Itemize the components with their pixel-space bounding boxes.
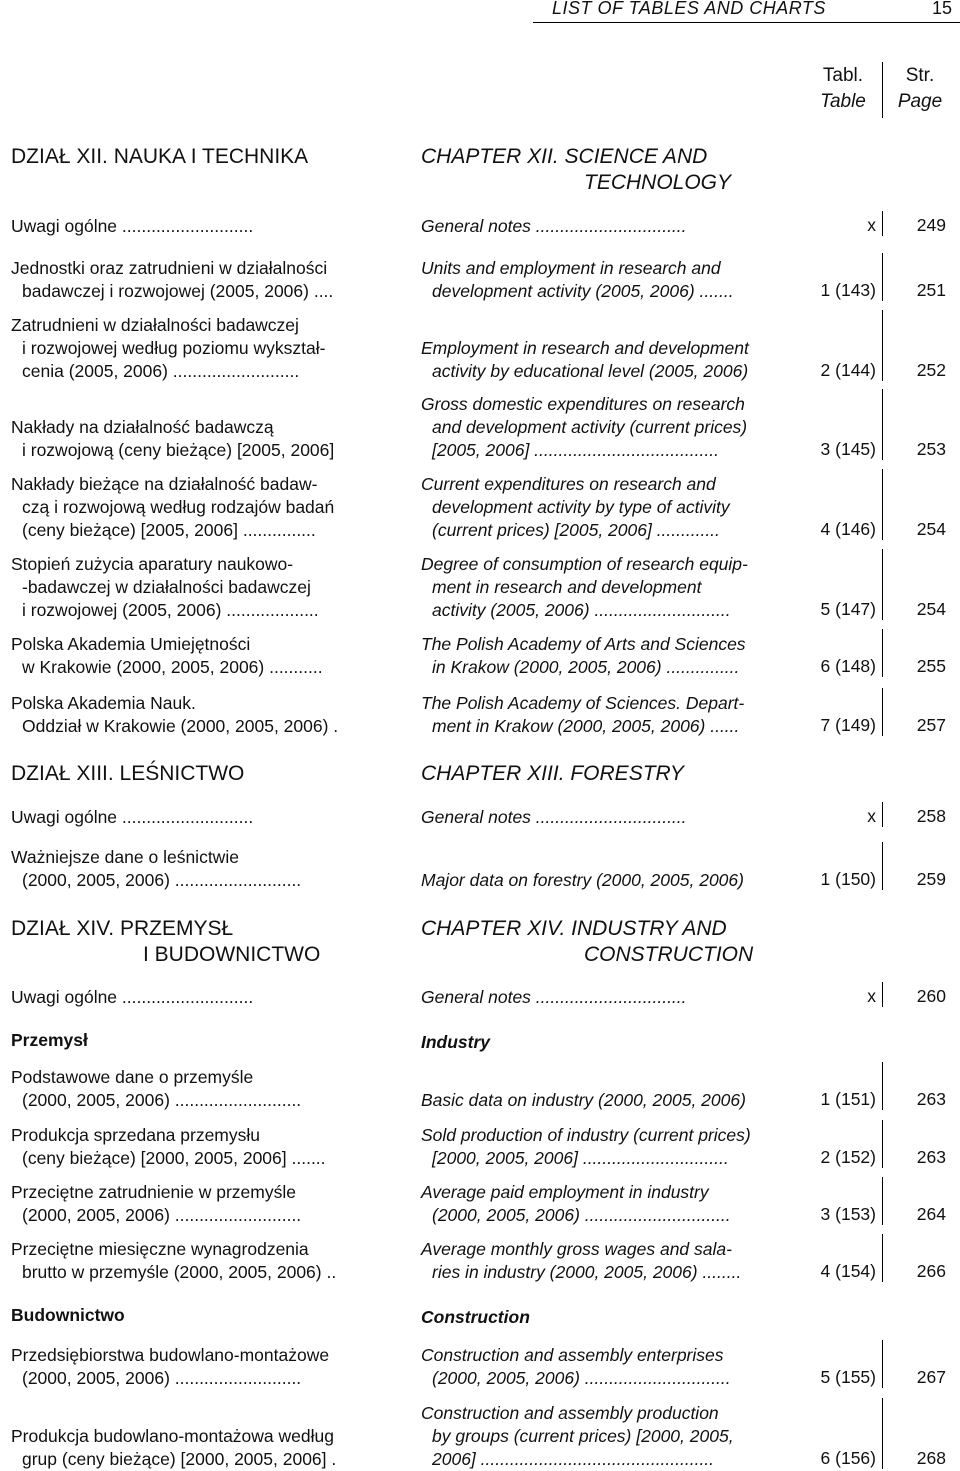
page-ref: 259 <box>916 869 946 889</box>
entry-title-pl: (ceny bieżące) [2005, 2006] ............... <box>22 520 316 540</box>
column-divider <box>882 842 883 890</box>
entry-title-pl: -badawczej w działalności badawczej <box>22 577 311 597</box>
table-number: 5 (147) <box>820 599 876 619</box>
table-number: 3 (153) <box>820 1204 876 1224</box>
table-number: 6 (148) <box>820 656 876 676</box>
column-divider <box>882 629 883 677</box>
entry-title-pl: Uwagi ogólne ........................... <box>11 807 254 827</box>
entry-title-en: [2005, 2006] ...................................... <box>432 440 719 460</box>
column-divider <box>882 1062 883 1110</box>
entry-title-en: Sold production of industry (current prices) <box>421 1125 751 1145</box>
page-ref: 254 <box>916 519 946 539</box>
entry-title-en: Construction and assembly production <box>421 1403 719 1423</box>
page-ref: 254 <box>916 599 946 619</box>
entry-title-pl: Podstawowe dane o przemyśle <box>11 1067 254 1087</box>
entry-title-pl: brutto w przemyśle (2000, 2005, 2006) .. <box>22 1262 337 1282</box>
entry-title-pl: Jednostki oraz zatrudnieni w działalności <box>11 258 328 278</box>
chapter-heading-en: CHAPTER XIV. INDUSTRY AND <box>421 917 727 940</box>
page-column-label-pl: Str. <box>905 65 935 86</box>
table-number: 6 (156) <box>820 1448 876 1468</box>
entry-title-pl: i rozwojowej (2005, 2006) ................... <box>22 600 319 620</box>
column-divider <box>882 1234 883 1282</box>
entry-title-pl: Nakłady bieżące na działalność badaw- <box>11 474 318 494</box>
page-ref: 267 <box>916 1367 946 1387</box>
entry-title-pl: Przeciętne zatrudnienie w przemyśle <box>11 1182 296 1202</box>
entry-title-en: Degree of consumption of research equip- <box>421 554 748 574</box>
table-column-label-pl: Tabl. <box>822 65 864 86</box>
entry-title-pl: (ceny bieżące) [2000, 2005, 2006] ....... <box>22 1148 326 1168</box>
section-heading-en: Construction <box>421 1307 530 1327</box>
table-number: 2 (152) <box>820 1147 876 1167</box>
header-rule <box>533 22 960 23</box>
column-divider <box>882 389 883 460</box>
chapter-heading-pl: DZIAŁ XII. NAUKA I TECHNIKA <box>11 145 309 168</box>
running-header <box>0 0 960 22</box>
column-divider <box>882 1120 883 1168</box>
entry-title-en: and development activity (current prices) <box>432 417 748 437</box>
table-number: 1 (151) <box>820 1089 876 1109</box>
page-number: 15 <box>932 0 953 18</box>
column-divider <box>882 982 883 1007</box>
entry-title-pl: Polska Akademia Umiejętności <box>11 634 251 654</box>
entry-title-pl: Uwagi ogólne ........................... <box>11 987 254 1007</box>
page-ref: 251 <box>916 280 946 300</box>
entry-title-en: (2000, 2005, 2006) .............................. <box>432 1368 731 1388</box>
entry-title-en: (current prices) [2005, 2006] ............. <box>432 520 720 540</box>
table-number: x <box>867 986 876 1006</box>
column-divider <box>882 549 883 620</box>
entry-title-pl: i rozwojową (ceny bieżące) [2005, 2006] <box>22 440 335 460</box>
entry-title-en: by groups (current prices) [2000, 2005, <box>432 1426 734 1446</box>
entry-title-pl: (2000, 2005, 2006) .......................... <box>22 870 302 890</box>
entry-title-pl: w Krakowie (2000, 2005, 2006) ........... <box>22 657 323 677</box>
entry-title-pl: grup (ceny bieżące) [2000, 2005, 2006] . <box>22 1449 337 1469</box>
table-number: 2 (144) <box>820 360 876 380</box>
entry-title-pl: Przedsiębiorstwa budowlano-montażowe <box>11 1345 330 1365</box>
table-number: 5 (155) <box>820 1367 876 1387</box>
entry-title-pl: (2000, 2005, 2006) .......................... <box>22 1090 302 1110</box>
column-divider <box>882 211 883 236</box>
entry-title-en: Construction and assembly enterprises <box>421 1345 724 1365</box>
entry-title-en: General notes ............................... <box>421 987 687 1007</box>
column-divider <box>882 688 883 736</box>
entry-title-en: General notes ............................... <box>421 807 687 827</box>
column-divider <box>882 62 883 118</box>
page-ref: 264 <box>916 1204 946 1224</box>
column-divider <box>882 1398 883 1469</box>
entry-title-pl: Uwagi ogólne ........................... <box>11 216 254 236</box>
page-ref: 255 <box>916 656 946 676</box>
page-column-header <box>887 63 953 115</box>
chapter-heading-en: TECHNOLOGY <box>584 171 732 194</box>
page-ref: 258 <box>916 806 946 826</box>
chapter-heading-en: CONSTRUCTION <box>584 943 754 966</box>
entry-title-en: Gross domestic expenditures on research <box>421 394 745 414</box>
table-column-label-en: Table <box>820 91 866 112</box>
entry-title-en: The Polish Academy of Arts and Sciences <box>421 634 746 654</box>
page-ref: 263 <box>916 1089 946 1109</box>
entry-title-en: development activity by type of activity <box>432 497 730 517</box>
entry-title-pl: Ważniejsze dane o leśnictwie <box>11 847 239 867</box>
table-number: 1 (150) <box>820 869 876 889</box>
entry-title-en: ment in Krakow (2000, 2005, 2006) ...... <box>432 716 740 736</box>
column-divider <box>882 310 883 381</box>
entry-title-en: Average monthly gross wages and sala- <box>421 1239 732 1259</box>
section-heading-en: Industry <box>421 1032 491 1052</box>
entry-title-pl: Stopień zużycia aparatury naukowo- <box>11 554 294 574</box>
entry-title-pl: Polska Akademia Nauk. <box>11 693 196 713</box>
table-number: 7 (149) <box>820 715 876 735</box>
column-divider <box>882 469 883 540</box>
entry-title-pl: cenia (2005, 2006) .......................... <box>22 361 300 381</box>
table-number: 3 (145) <box>820 439 876 459</box>
entry-title-en: Average paid employment in industry <box>421 1182 709 1202</box>
page-ref: 260 <box>916 986 946 1006</box>
entry-title-pl: Produkcja budowlano-montażowa według <box>11 1426 334 1446</box>
entry-title-en: Units and employment in research and <box>421 258 721 278</box>
chapter-heading-en: CHAPTER XIII. FORESTRY <box>421 762 684 785</box>
entry-title-en: The Polish Academy of Sciences. Depart- <box>421 693 745 713</box>
section-heading-pl: Przemysł <box>11 1030 88 1050</box>
entry-title-en: development activity (2005, 2006) ....... <box>432 281 734 301</box>
entry-title-pl: Produkcja sprzedana przemysłu <box>11 1125 261 1145</box>
column-divider <box>882 802 883 827</box>
page-ref: 266 <box>916 1261 946 1281</box>
page-ref: 263 <box>916 1147 946 1167</box>
entry-title-en: Employment in research and development <box>421 338 749 358</box>
entry-title-pl: (2000, 2005, 2006) .......................... <box>22 1368 302 1388</box>
chapter-heading-pl: I BUDOWNICTWO <box>143 943 321 966</box>
table-number: x <box>867 806 876 826</box>
entry-title-pl: Oddział w Krakowie (2000, 2005, 2006) . <box>22 716 339 736</box>
entry-title-pl: Zatrudnieni w działalności badawczej <box>11 315 299 335</box>
entry-title-en: ries in industry (2000, 2005, 2006) ........ <box>432 1262 742 1282</box>
entry-title-en: ment in research and development <box>432 577 702 597</box>
table-column-header <box>808 63 878 115</box>
running-header-title: LIST OF TABLES AND CHARTS <box>552 0 826 18</box>
entry-title-pl: Nakłady na działalność badawczą <box>11 417 274 437</box>
entry-title-en: in Krakow (2000, 2005, 2006) ............... <box>432 657 740 677</box>
entry-title-pl: Przeciętne miesięczne wynagrodzenia <box>11 1239 309 1259</box>
chapter-heading-pl: DZIAŁ XIV. PRZEMYSŁ <box>11 917 234 940</box>
page-ref: 268 <box>916 1448 946 1468</box>
chapter-heading-en: CHAPTER XII. SCIENCE AND <box>421 145 708 168</box>
entry-title-en: (2000, 2005, 2006) .............................. <box>432 1205 731 1225</box>
table-number: 4 (154) <box>820 1261 876 1281</box>
page-ref: 253 <box>916 439 946 459</box>
entry-title-en: Major data on forestry (2000, 2005, 2006) <box>421 870 744 890</box>
entry-title-en: activity (2005, 2006) ............................ <box>432 600 731 620</box>
entry-title-en: Current expenditures on research and <box>421 474 716 494</box>
table-number: 4 (146) <box>820 519 876 539</box>
section-heading-pl: Budownictwo <box>11 1305 125 1325</box>
chapter-heading-pl: DZIAŁ XIII. LEŚNICTWO <box>11 762 245 785</box>
entry-title-en: [2000, 2005, 2006] .............................. <box>432 1148 729 1168</box>
entry-title-en: 2006] ................................................ <box>432 1449 715 1469</box>
entry-title-en: General notes ............................... <box>421 216 687 236</box>
table-number: 1 (143) <box>820 280 876 300</box>
page-ref: 249 <box>916 215 946 235</box>
page-ref: 252 <box>916 360 946 380</box>
table-number: x <box>867 215 876 235</box>
entry-title-pl: (2000, 2005, 2006) .......................... <box>22 1205 302 1225</box>
column-divider <box>882 1340 883 1388</box>
entry-title-en: Basic data on industry (2000, 2005, 2006) <box>421 1090 746 1110</box>
entry-title-pl: i rozwojowej według poziomu wykształ- <box>22 338 326 358</box>
column-divider <box>882 253 883 301</box>
entry-title-pl: czą i rozwojową według rodzajów badań <box>22 497 335 517</box>
column-divider <box>882 1177 883 1225</box>
page-column-label-en: Page <box>897 91 943 112</box>
entry-title-en: activity by educational level (2005, 2006) <box>432 361 749 381</box>
entry-title-pl: badawczej i rozwojowej (2005, 2006) .... <box>22 281 334 301</box>
page-ref: 257 <box>916 715 946 735</box>
